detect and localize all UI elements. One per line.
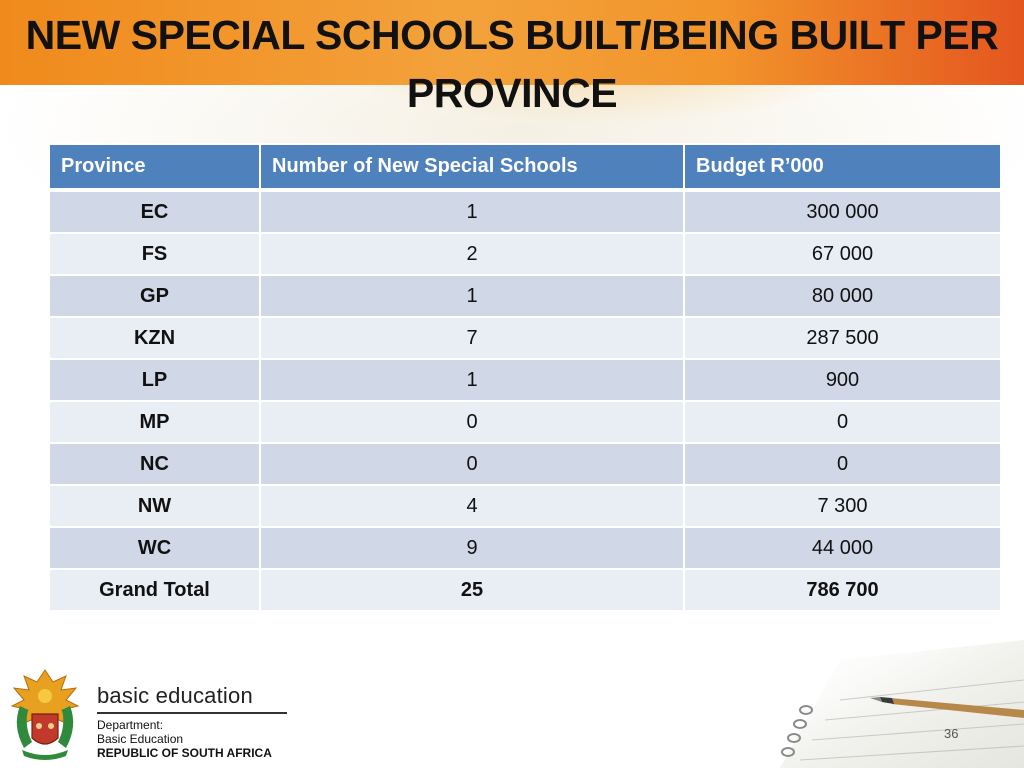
province-cell: NC [49, 443, 260, 485]
budget-cell: 0 [684, 443, 1001, 485]
notebook-pen-illustration [720, 640, 1024, 768]
grand-total-row [49, 569, 1001, 611]
budget-cell: 300 000 [684, 190, 1001, 233]
schools-cell: 1 [260, 190, 684, 233]
budget-cell: 287 500 [684, 317, 1001, 359]
coat-of-arms-icon [6, 666, 84, 762]
table-row [49, 443, 1001, 485]
table-row [49, 527, 1001, 569]
department-line1: Department: [97, 718, 164, 732]
province-cell: FS [49, 233, 260, 275]
slide-title [0, 6, 1024, 122]
province-cell: KZN [49, 317, 260, 359]
schools-cell: 9 [260, 527, 684, 569]
budget-cell: 67 000 [684, 233, 1001, 275]
schools-table [48, 143, 1002, 612]
table-row [49, 190, 1001, 233]
table-row [49, 275, 1001, 317]
header-schools: Number of New Special Schools [260, 144, 684, 190]
page-number: 36 [944, 726, 959, 741]
grand-total-label: Grand Total [49, 569, 260, 611]
country-name: REPUBLIC OF SOUTH AFRICA [97, 746, 272, 760]
table-header-row [49, 144, 1001, 190]
province-cell: EC [49, 190, 260, 233]
province-cell: WC [49, 527, 260, 569]
slide-title-line1: NEW SPECIAL SCHOOLS BUILT/BEING BUILT PER [25, 12, 999, 58]
schools-cell: 0 [260, 401, 684, 443]
department-logo [97, 683, 287, 760]
grand-total-schools: 25 [260, 569, 684, 611]
budget-cell: 900 [684, 359, 1001, 401]
schools-cell: 7 [260, 317, 684, 359]
province-cell: GP [49, 275, 260, 317]
budget-cell: 7 300 [684, 485, 1001, 527]
grand-total-budget: 786 700 [684, 569, 1001, 611]
schools-cell: 1 [260, 359, 684, 401]
budget-cell: 80 000 [684, 275, 1001, 317]
department-line2: Basic Education [97, 732, 184, 746]
province-cell: NW [49, 485, 260, 527]
schools-cell: 4 [260, 485, 684, 527]
logo-main-text: basic education [97, 683, 253, 708]
table-row [49, 401, 1001, 443]
header-province: Province [49, 144, 260, 190]
logo-divider [97, 712, 287, 714]
schools-cell: 0 [260, 443, 684, 485]
header-budget: Budget R’000 [684, 144, 1001, 190]
table-row [49, 359, 1001, 401]
schools-cell: 1 [260, 275, 684, 317]
slide-title-line2: PROVINCE [406, 70, 618, 116]
budget-cell: 0 [684, 401, 1001, 443]
province-cell: MP [49, 401, 260, 443]
budget-cell: 44 000 [684, 527, 1001, 569]
schools-cell: 2 [260, 233, 684, 275]
province-cell: LP [49, 359, 260, 401]
table-row [49, 485, 1001, 527]
table-row [49, 317, 1001, 359]
table-row [49, 233, 1001, 275]
